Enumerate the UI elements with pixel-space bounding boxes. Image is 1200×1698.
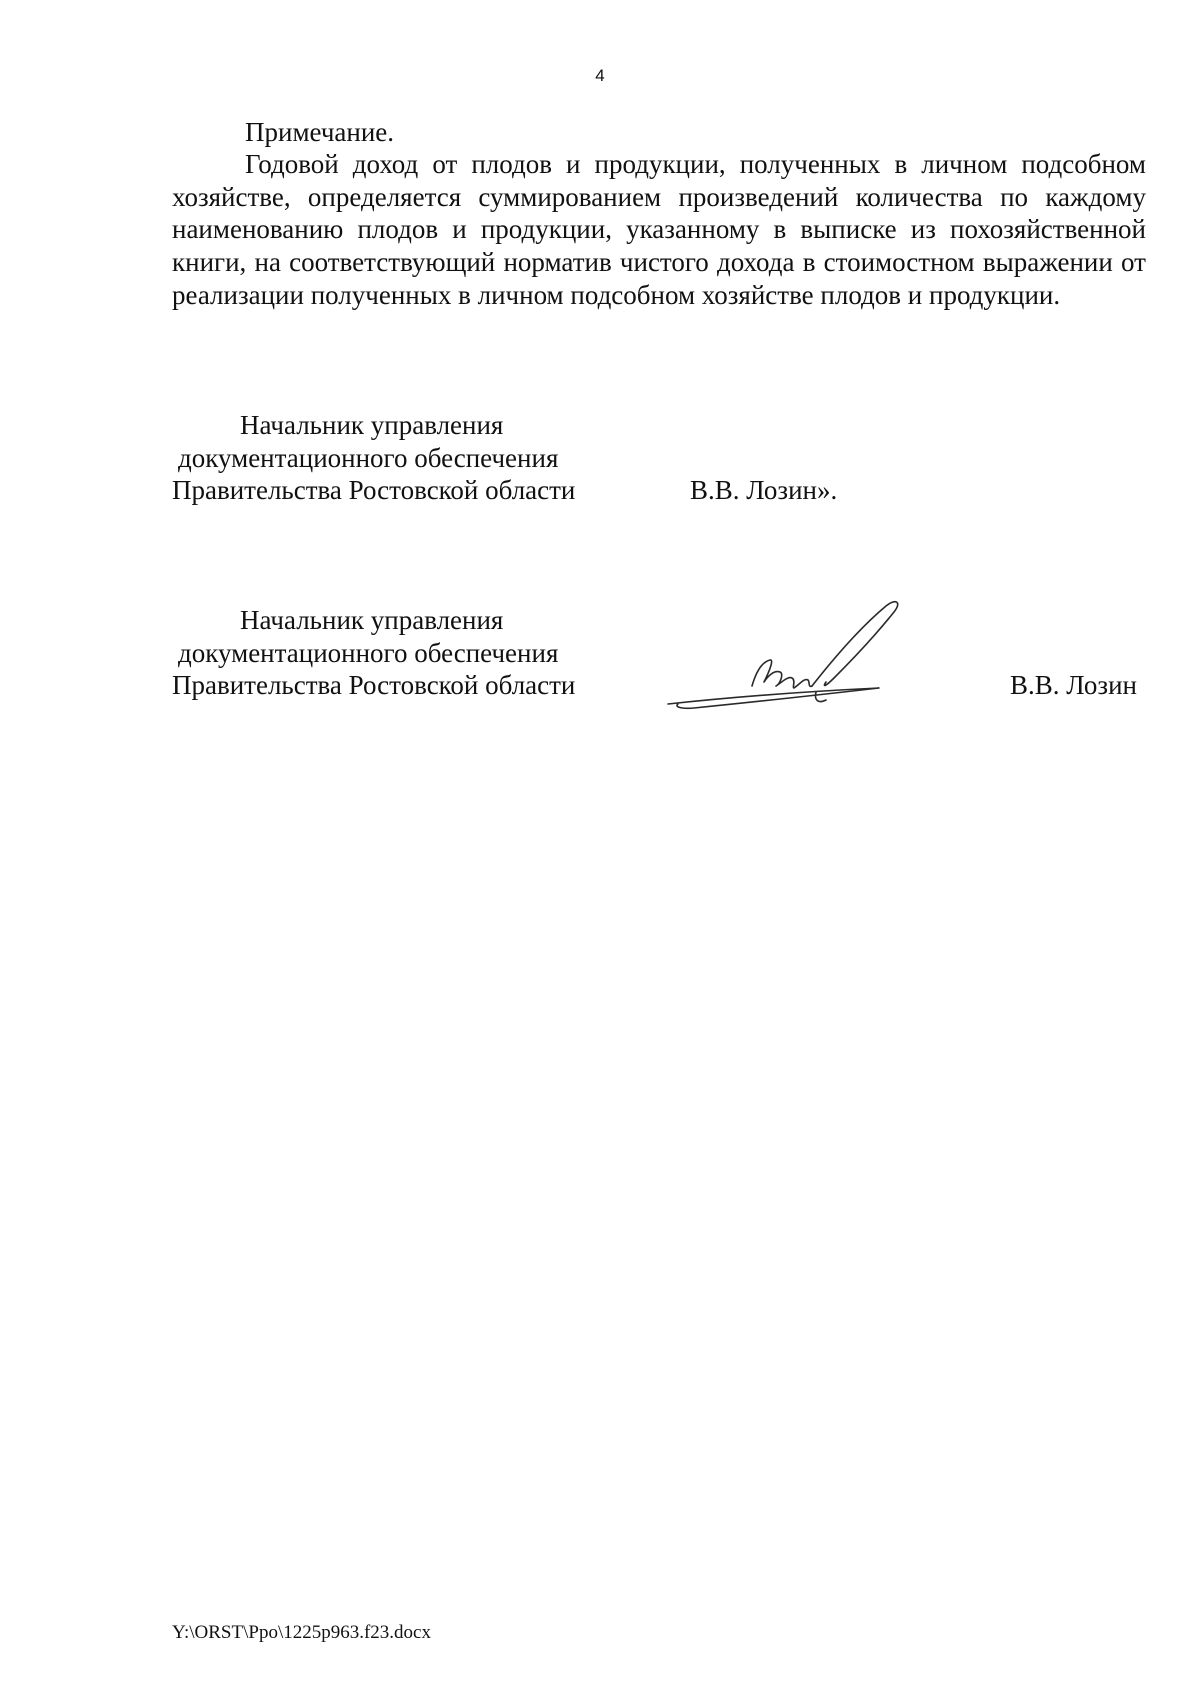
signature-title-line-3: Правительства Ростовской области — [172, 670, 576, 700]
signature-title-line-1: Начальник управления — [240, 410, 504, 440]
signatory-name-2: В.В. Лозин — [1010, 670, 1137, 700]
footer-file-path: Y:\ORST\Ppo\1225p963.f23.docx — [172, 1622, 431, 1643]
note-body: Годовой доход от плодов и продукции, полученных в личном подсобном хозяйстве, определяется суммированием произведений количества по каждому наименованию плодов и продукции, указанному в выписке из похозяйственной книги, на соответствующий норматив чистого дохода в стоимостном выражении от реализации полученных в личном подсобном хозяйстве плодов и продукции. — [172, 149, 1146, 310]
signature-title-line-1: Начальник управления — [240, 605, 504, 635]
signature-title-line-3: Правительства Ростовской области — [172, 475, 576, 505]
handwritten-signature — [664, 596, 954, 716]
signature-title-line-2: документационного обеспечения — [178, 637, 559, 668]
signature-title-line-2: документационного обеспечения — [178, 442, 559, 473]
note-heading: Примечание. — [245, 117, 395, 147]
signature-block-2 — [172, 604, 622, 702]
signature-block-1 — [172, 409, 622, 507]
page-number: 4 — [595, 66, 605, 85]
signatory-name-1: В.В. Лозин». — [690, 475, 838, 505]
